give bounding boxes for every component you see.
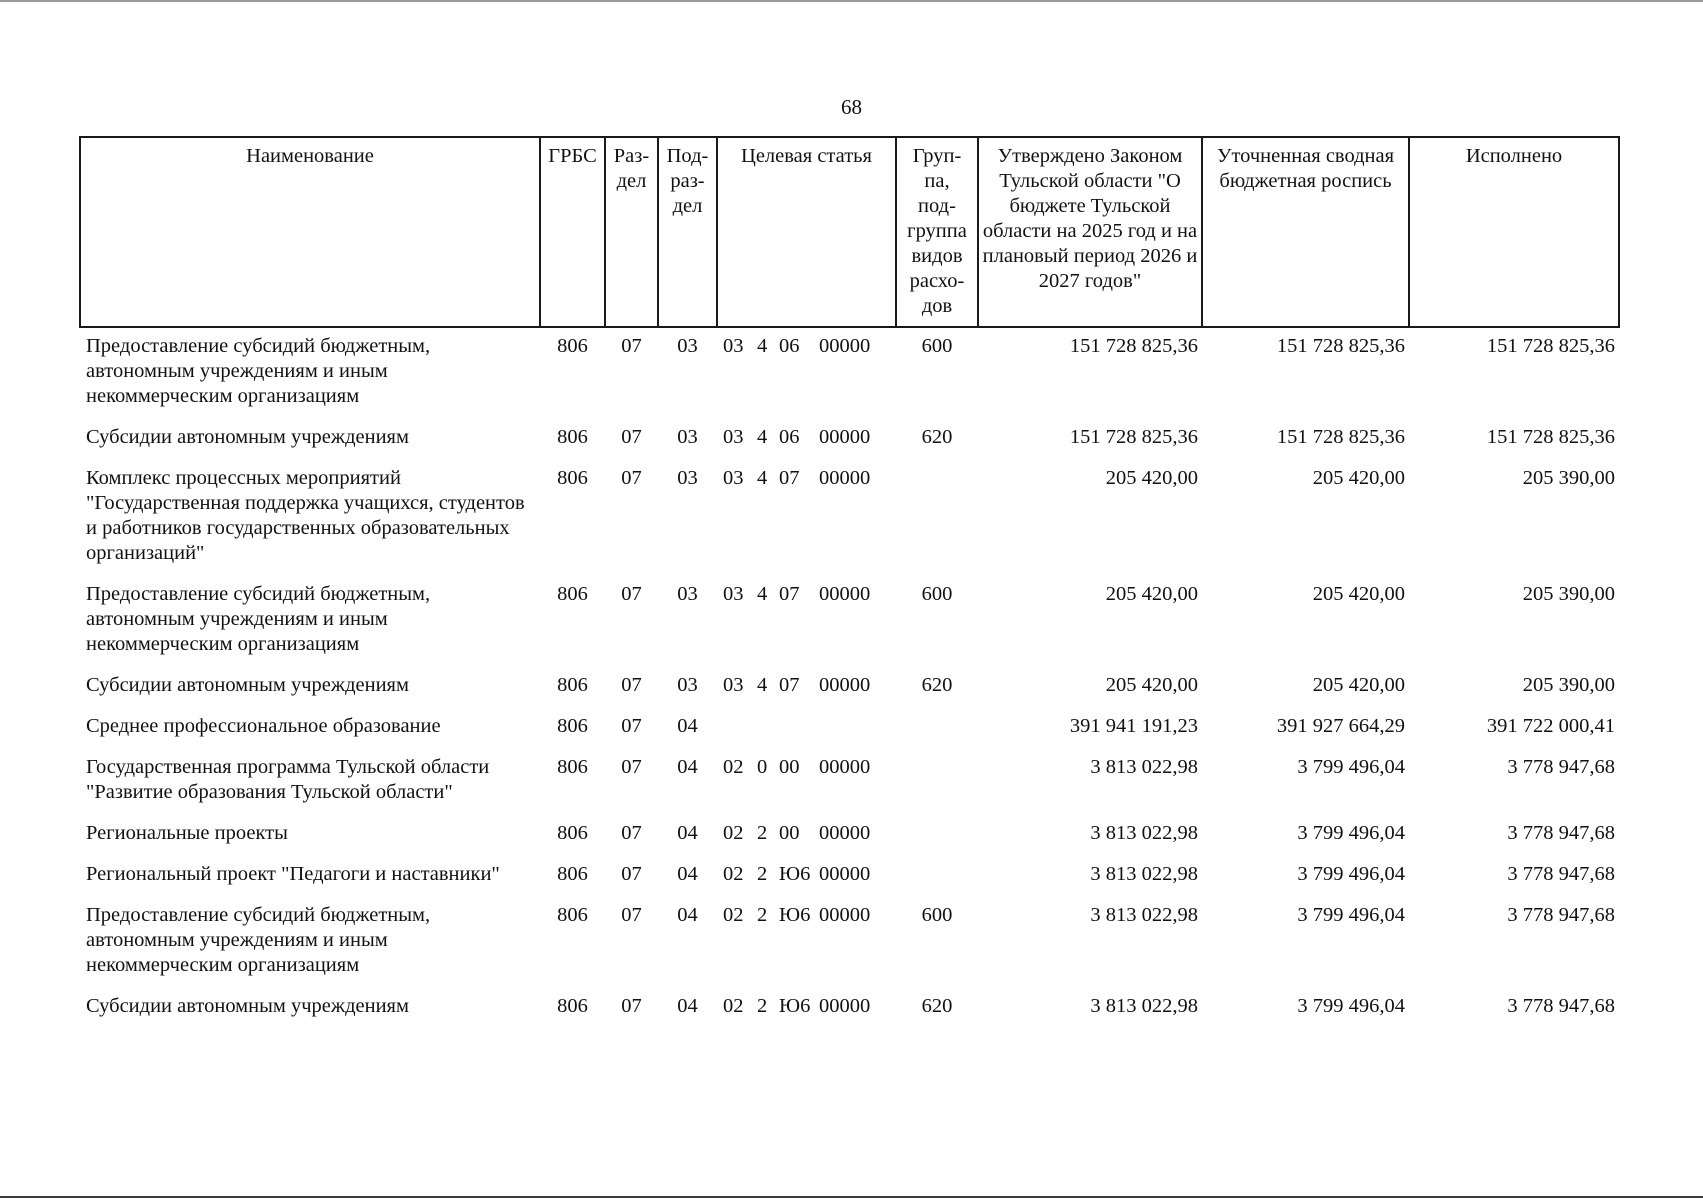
scan-bottom-edge <box>0 1196 1703 1198</box>
target-part-3: 07 <box>779 467 800 489</box>
target-part-3: 00 <box>779 756 800 778</box>
row-refined: 3 799 496,04 <box>1297 756 1405 778</box>
row-refined: 205 420,00 <box>1312 674 1405 696</box>
table-row <box>80 862 1619 903</box>
table-row <box>80 466 1619 582</box>
row-name: Комплекс процессных мероприятий "Государственная поддержка учащихся, студентов и работников государственных образовательных организаций" <box>86 467 525 564</box>
row-name: Государственная программа Тульской области "Развитие образования Тульской области" <box>86 756 490 803</box>
row-executed: 3 778 947,68 <box>1507 995 1615 1017</box>
row-target <box>717 714 896 755</box>
row-razdel: 07 <box>621 467 642 489</box>
target-part-4: 00000 <box>819 335 871 357</box>
row-razdel: 07 <box>621 995 642 1017</box>
table-row <box>80 821 1619 862</box>
row-podrazdel: 04 <box>677 715 698 737</box>
target-part-3: 00 <box>779 822 800 844</box>
target-part-4: 00000 <box>819 426 871 448</box>
row-target <box>717 466 896 582</box>
target-part-1: 02 <box>723 995 744 1017</box>
target-part-4: 00000 <box>819 995 871 1017</box>
row-grbs: 806 <box>557 674 588 696</box>
row-target <box>717 327 896 425</box>
target-part-1: 03 <box>723 674 744 696</box>
target-part-3: Ю6 <box>779 995 811 1017</box>
target-part-3: Ю6 <box>779 904 811 926</box>
table-row <box>80 755 1619 821</box>
header-razdel: Раз- дел <box>605 137 658 327</box>
target-part-3: 06 <box>779 335 800 357</box>
header-grbs: ГРБС <box>540 137 605 327</box>
row-executed: 205 390,00 <box>1522 674 1615 696</box>
row-group <box>896 821 978 862</box>
row-name: Региональные проекты <box>86 822 288 844</box>
row-razdel: 07 <box>621 822 642 844</box>
target-part-4: 00000 <box>819 467 871 489</box>
row-group: 600 <box>921 904 953 926</box>
target-part-3: 07 <box>779 674 800 696</box>
target-part-4: 00000 <box>819 583 871 605</box>
row-group <box>896 714 978 755</box>
row-name: Предоставление субсидий бюджетным, автономным учреждениям и иным некоммерческим организациям <box>86 583 431 655</box>
row-podrazdel: 04 <box>677 863 698 885</box>
target-part-2: 2 <box>757 904 768 926</box>
target-part-1: 02 <box>723 904 744 926</box>
row-approved: 391 941 191,23 <box>1069 715 1198 737</box>
row-target <box>717 425 896 466</box>
row-grbs: 806 <box>557 426 588 448</box>
row-executed: 151 728 825,36 <box>1486 426 1615 448</box>
row-grbs: 806 <box>557 756 588 778</box>
target-part-2: 4 <box>757 674 768 696</box>
target-part-1: 03 <box>723 583 744 605</box>
header-approved: Утверждено Законом Тульской области "О бюджете Тульской области на 2025 год и на плановый период 2026 и 2027 годов" <box>978 137 1202 327</box>
header-podrazdel: Под- раз- дел <box>658 137 717 327</box>
target-part-1: 02 <box>723 822 744 844</box>
row-name: Среднее профессиональное образование <box>86 715 441 737</box>
row-group <box>896 862 978 903</box>
row-executed: 3 778 947,68 <box>1507 863 1615 885</box>
row-target <box>717 673 896 714</box>
row-refined: 151 728 825,36 <box>1276 426 1405 448</box>
row-executed: 3 778 947,68 <box>1507 756 1615 778</box>
table-row <box>80 903 1619 994</box>
row-target <box>717 903 896 994</box>
row-razdel: 07 <box>621 863 642 885</box>
target-part-2: 4 <box>757 426 768 448</box>
row-grbs: 806 <box>557 995 588 1017</box>
page-number: 68 <box>841 95 862 119</box>
row-name: Субсидии автономным учреждениям <box>86 995 409 1017</box>
header-name: Наименование <box>80 137 540 327</box>
row-razdel: 07 <box>621 674 642 696</box>
row-refined: 3 799 496,04 <box>1297 863 1405 885</box>
row-podrazdel: 04 <box>677 904 698 926</box>
row-razdel: 07 <box>621 583 642 605</box>
row-podrazdel: 03 <box>677 426 698 448</box>
table-header <box>80 137 1619 327</box>
target-part-1: 03 <box>723 467 744 489</box>
target-part-2: 0 <box>757 756 768 778</box>
row-razdel: 07 <box>621 426 642 448</box>
row-podrazdel: 04 <box>677 995 698 1017</box>
row-podrazdel: 03 <box>677 583 698 605</box>
table-body <box>80 327 1619 1035</box>
row-refined: 391 927 664,29 <box>1276 715 1405 737</box>
row-group: 620 <box>921 426 953 448</box>
row-razdel: 07 <box>621 904 642 926</box>
target-part-2: 4 <box>757 467 768 489</box>
row-executed: 205 390,00 <box>1522 467 1615 489</box>
row-grbs: 806 <box>557 335 588 357</box>
table-row <box>80 425 1619 466</box>
row-approved: 3 813 022,98 <box>1090 863 1198 885</box>
row-group: 600 <box>921 583 953 605</box>
row-target <box>717 862 896 903</box>
row-grbs: 806 <box>557 822 588 844</box>
target-part-1: 02 <box>723 863 744 885</box>
row-target <box>717 582 896 673</box>
target-part-4: 00000 <box>819 756 871 778</box>
row-group <box>896 755 978 821</box>
row-grbs: 806 <box>557 715 588 737</box>
row-refined: 151 728 825,36 <box>1276 335 1405 357</box>
table-row <box>80 327 1619 425</box>
row-name: Региональный проект "Педагоги и наставники" <box>86 863 500 885</box>
row-executed: 391 722 000,41 <box>1486 715 1615 737</box>
target-part-4: 00000 <box>819 863 871 885</box>
target-part-4: 00000 <box>819 674 871 696</box>
row-podrazdel: 03 <box>677 467 698 489</box>
row-podrazdel: 04 <box>677 756 698 778</box>
row-grbs: 806 <box>557 467 588 489</box>
table-row <box>80 994 1619 1035</box>
target-part-4: 00000 <box>819 822 871 844</box>
row-approved: 205 420,00 <box>1105 674 1198 696</box>
target-part-1: 03 <box>723 426 744 448</box>
target-part-4: 00000 <box>819 904 871 926</box>
row-name: Субсидии автономным учреждениям <box>86 426 409 448</box>
row-group: 620 <box>921 995 953 1017</box>
header-target: Целевая статья <box>717 137 896 327</box>
row-name: Субсидии автономным учреждениям <box>86 674 409 696</box>
table-row <box>80 582 1619 673</box>
target-part-2: 4 <box>757 335 768 357</box>
row-grbs: 806 <box>557 583 588 605</box>
row-razdel: 07 <box>621 756 642 778</box>
row-refined: 205 420,00 <box>1312 583 1405 605</box>
row-approved: 3 813 022,98 <box>1090 995 1198 1017</box>
row-approved: 151 728 825,36 <box>1069 335 1198 357</box>
target-part-1: 03 <box>723 335 744 357</box>
row-group: 600 <box>921 335 953 357</box>
row-target <box>717 994 896 1035</box>
header-group: Груп- па, под- группа видов расхо- дов <box>896 137 978 327</box>
row-approved: 3 813 022,98 <box>1090 756 1198 778</box>
target-part-2: 2 <box>757 863 768 885</box>
row-refined: 3 799 496,04 <box>1297 904 1405 926</box>
row-target <box>717 821 896 862</box>
row-group: 620 <box>921 674 953 696</box>
row-approved: 3 813 022,98 <box>1090 822 1198 844</box>
row-executed: 3 778 947,68 <box>1507 904 1615 926</box>
target-part-3: Ю6 <box>779 863 811 885</box>
row-podrazdel: 04 <box>677 822 698 844</box>
target-part-1: 02 <box>723 756 744 778</box>
row-approved: 205 420,00 <box>1105 583 1198 605</box>
scan-top-edge <box>0 0 1703 2</box>
target-part-3: 06 <box>779 426 800 448</box>
row-target <box>717 755 896 821</box>
target-part-3: 07 <box>779 583 800 605</box>
row-podrazdel: 03 <box>677 674 698 696</box>
row-group <box>896 466 978 582</box>
row-refined: 3 799 496,04 <box>1297 995 1405 1017</box>
row-name: Предоставление субсидий бюджетным, автономным учреждениям и иным некоммерческим организациям <box>86 904 431 976</box>
row-name: Предоставление субсидий бюджетным, автономным учреждениям и иным некоммерческим организациям <box>86 335 431 407</box>
table-row <box>80 714 1619 755</box>
row-executed: 205 390,00 <box>1522 583 1615 605</box>
row-refined: 205 420,00 <box>1312 467 1405 489</box>
row-razdel: 07 <box>621 335 642 357</box>
header-executed: Исполнено <box>1409 137 1619 327</box>
target-part-2: 4 <box>757 583 768 605</box>
row-approved: 3 813 022,98 <box>1090 904 1198 926</box>
header-refined: Уточненная сводная бюджетная роспись <box>1202 137 1409 327</box>
row-executed: 3 778 947,68 <box>1507 822 1615 844</box>
row-approved: 205 420,00 <box>1105 467 1198 489</box>
table-row <box>80 673 1619 714</box>
row-refined: 3 799 496,04 <box>1297 822 1405 844</box>
row-grbs: 806 <box>557 863 588 885</box>
row-podrazdel: 03 <box>677 335 698 357</box>
target-part-2: 2 <box>757 822 768 844</box>
row-executed: 151 728 825,36 <box>1486 335 1615 357</box>
row-grbs: 806 <box>557 904 588 926</box>
row-approved: 151 728 825,36 <box>1069 426 1198 448</box>
target-part-2: 2 <box>757 995 768 1017</box>
row-razdel: 07 <box>621 715 642 737</box>
budget-table <box>79 136 1620 1035</box>
